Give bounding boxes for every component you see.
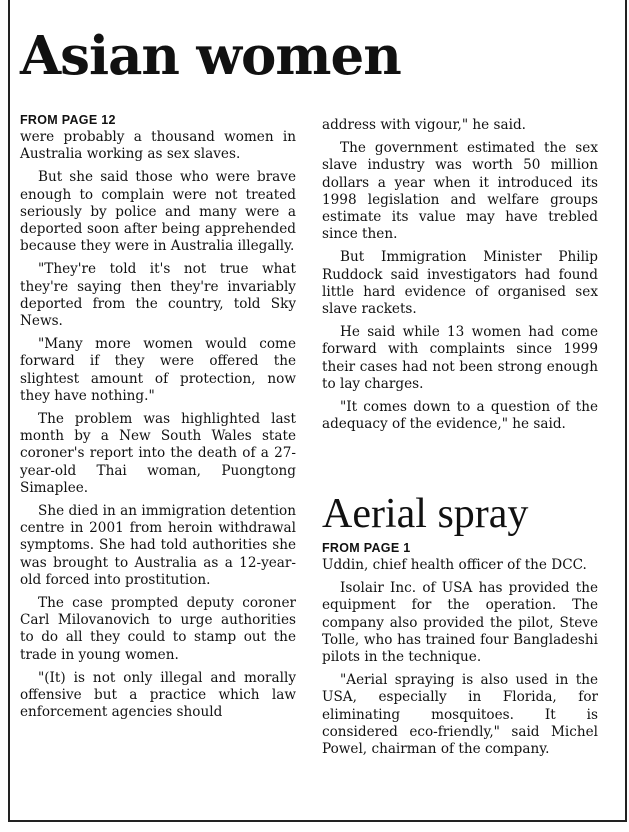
story2-paragraph: Isolair Inc. of USA has provided the equipment for the operation. The company also provided the pilot, Steve Tolle, who has trained four Bangladeshi pilots in the technique. xyxy=(322,580,598,666)
story1-right-column xyxy=(322,117,598,439)
bottom-border-rule xyxy=(8,820,627,822)
story1-paragraph: But Immigration Minister Philip Ruddock said investigators had found little hard evidence of organised sex slave rackets. xyxy=(322,249,598,318)
story2-paragraph: Uddin, chief health officer of the DCC. xyxy=(322,557,587,573)
story1-kicker: FROM PAGE 12 xyxy=(20,113,116,127)
story1-paragraph: "It comes down to a question of the adequacy of the evidence," he said. xyxy=(322,399,598,433)
story1-paragraph: But she said those who were brave enough to complain were not treated seriously by police and many were a deported soon after being apprehended because they were in Australia illegally. xyxy=(20,169,296,255)
story1-paragraph: were probably a thousand women in Australia working as sex slaves. xyxy=(20,129,296,163)
story1-paragraph: The problem was highlighted last month by a New South Wales state coroner's report into the death of a 27-year-old Thai woman, Puongtong Simaplee. xyxy=(20,411,296,496)
story1-paragraph: The government estimated the sex slave industry was worth 50 million dollars a year when it introduced its 1998 legislation and welfare groups estimate its value may have trebled since then. xyxy=(322,140,598,243)
story1-paragraph: address with vigour," he said. xyxy=(322,117,526,133)
story1-paragraph: She died in an immigration detention centre in 2001 from heroin withdrawal symptoms. She had told authorities she was brought to Australia as a 12-year-old forced into prostitution. xyxy=(20,503,296,588)
story1-paragraph: "(It) is not only illegal and morally offensive but a practice which law enforcement agencies should xyxy=(20,669,296,721)
story1-left-column xyxy=(20,112,296,728)
headline-asian-women: Asian women xyxy=(20,25,401,87)
story1-paragraph: "They're told it's not true what they're saying then they're invariably deported from the country, told Sky News. xyxy=(20,261,296,330)
right-border-rule xyxy=(625,0,627,822)
story2-kicker: FROM PAGE 1 xyxy=(322,541,411,555)
left-border-rule xyxy=(8,0,10,822)
story1-paragraph: The case prompted deputy coroner Carl Milovanovich to urge authorities to do all they could to stamp out the trade in young women. xyxy=(20,595,296,663)
story2-paragraph: "Aerial spraying is also used in the USA, especially in Florida, for eliminating mosquitoes. It is considered eco-friendly," said Michel Powel, chairman of the company. xyxy=(322,672,598,758)
story1-paragraph: He said while 13 women had come forward with complaints since 1999 their cases had not been strong enough to lay charges. xyxy=(322,324,598,392)
story1-paragraph: "Many more women would come forward if they were offered the slightest amount of protection, now they have nothing." xyxy=(20,336,296,404)
story2-column xyxy=(322,540,598,764)
headline-aerial-spray: Aerial spray xyxy=(322,491,529,537)
